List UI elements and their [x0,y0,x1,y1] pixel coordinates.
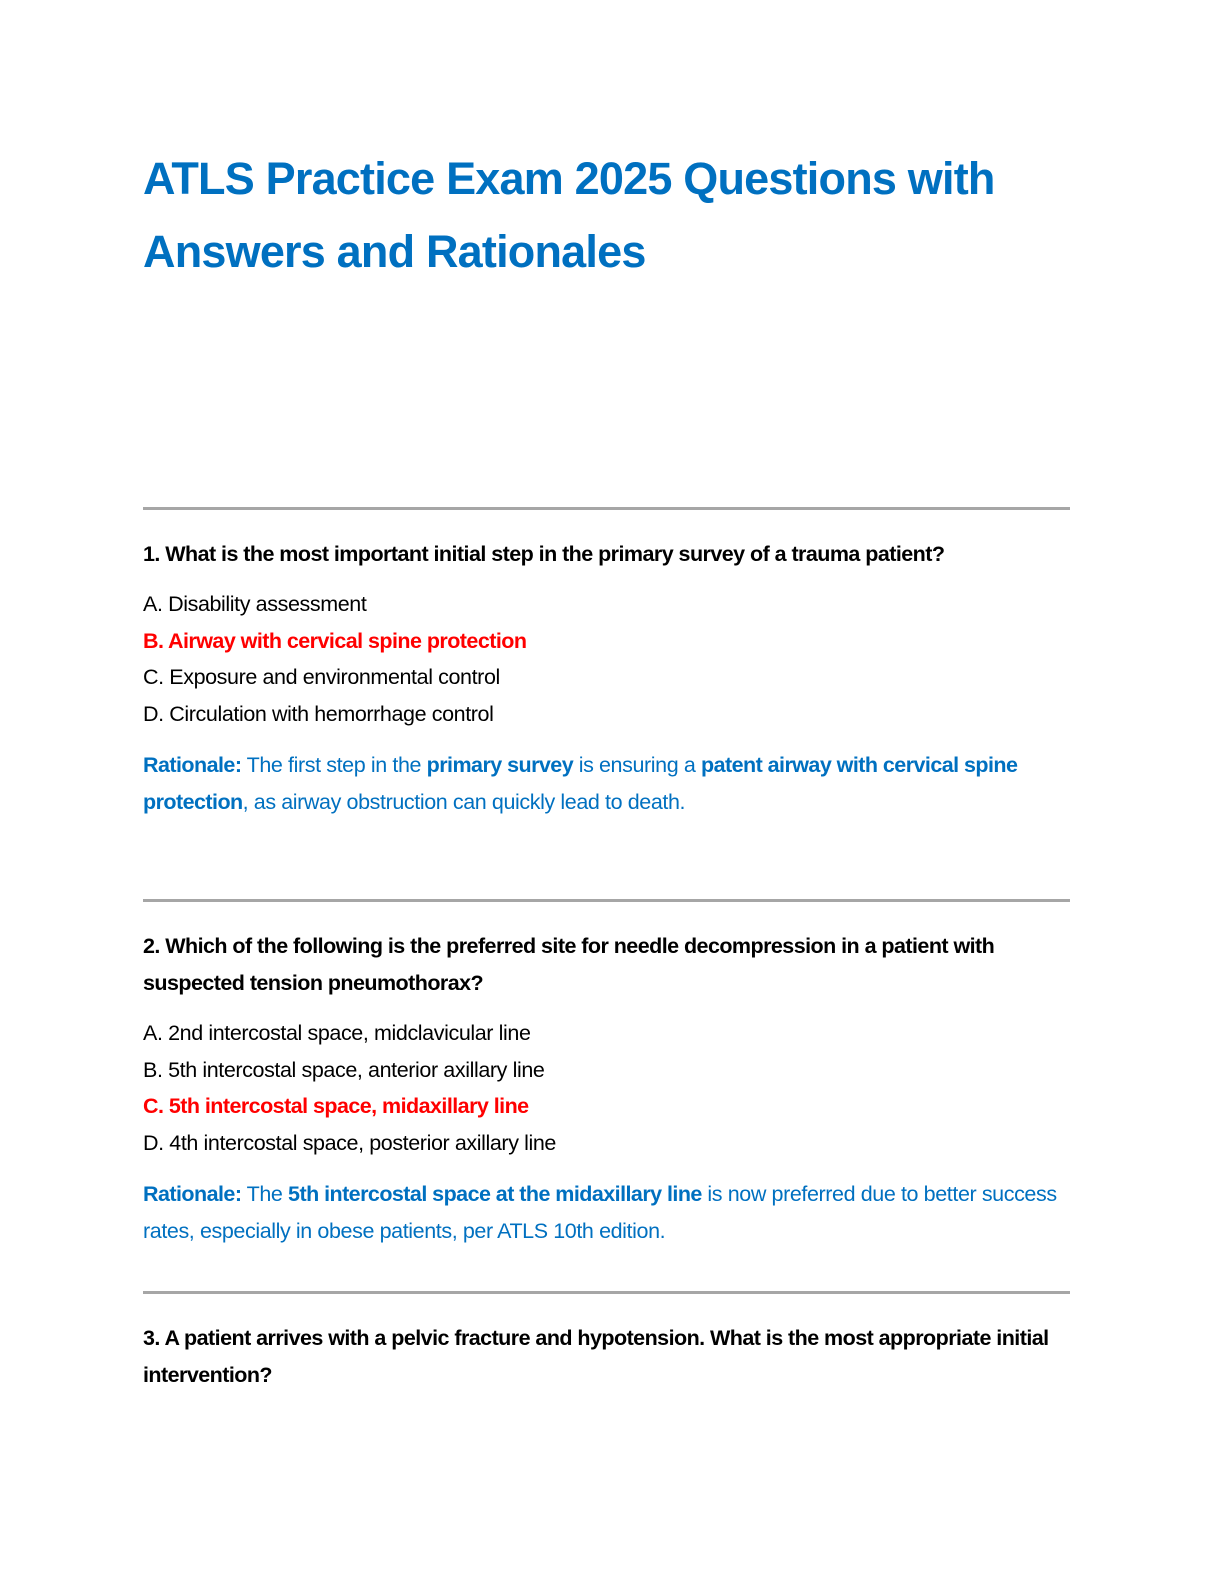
question-block-2 [143,899,1070,1249]
answer-option: D. Circulation with hemorrhage control [143,701,494,726]
options-list [143,1015,1070,1161]
rationale [143,747,1070,820]
rationale-text: primary survey [426,753,574,777]
rationale-text: , as airway obstruction can quickly lead to death. [242,789,686,814]
question-text: 1. What is the most important initial step in the primary survey of a trauma patient? [143,542,945,566]
rationale-label: Rationale: [143,753,242,777]
rationale [143,1176,1070,1249]
rationale-text: patent airway with cervical spine protection [143,753,1018,814]
answer-option: B. 5th intercostal space, anterior axillary line [143,1057,545,1082]
rationale-text: The first step in the [241,753,427,777]
correct-answer-option: B. Airway with cervical spine protection [143,628,527,653]
answer-option: A. 2nd intercostal space, midclavicular line [143,1021,531,1045]
rationale-text: is now preferred due to better success rates, especially in obese patients, per ATLS 10th edition. [143,1182,1057,1243]
rationale-text: The [241,1182,289,1206]
divider [143,899,1070,902]
question-text: 3. A patient arrives with a pelvic fracture and hypotension. What is the most appropriate initial intervention? [143,1326,1049,1387]
divider [143,507,1070,510]
question-block-1 [143,507,1070,820]
document-title: ATLS Practice Exam 2025 Questions with Answers and Rationales [143,153,995,277]
rationale-label: Rationale: [143,1182,242,1206]
rationale-text: 5th intercostal space at the midaxillary line [288,1182,702,1206]
answer-option: D. 4th intercostal space, posterior axillary line [143,1130,556,1155]
question-text: 2. Which of the following is the preferred site for needle decompression in a patient with suspected tension pneumothorax? [143,934,995,995]
answer-option: A. Disability assessment [143,592,367,616]
divider [143,1291,1070,1294]
correct-answer-option: C. 5th intercostal space, midaxillary line [143,1094,529,1118]
answer-option: C. Exposure and environmental control [143,665,500,689]
options-list [143,586,1070,732]
rationale-text: is ensuring a [573,753,701,777]
question-block-3 [143,1291,1070,1394]
